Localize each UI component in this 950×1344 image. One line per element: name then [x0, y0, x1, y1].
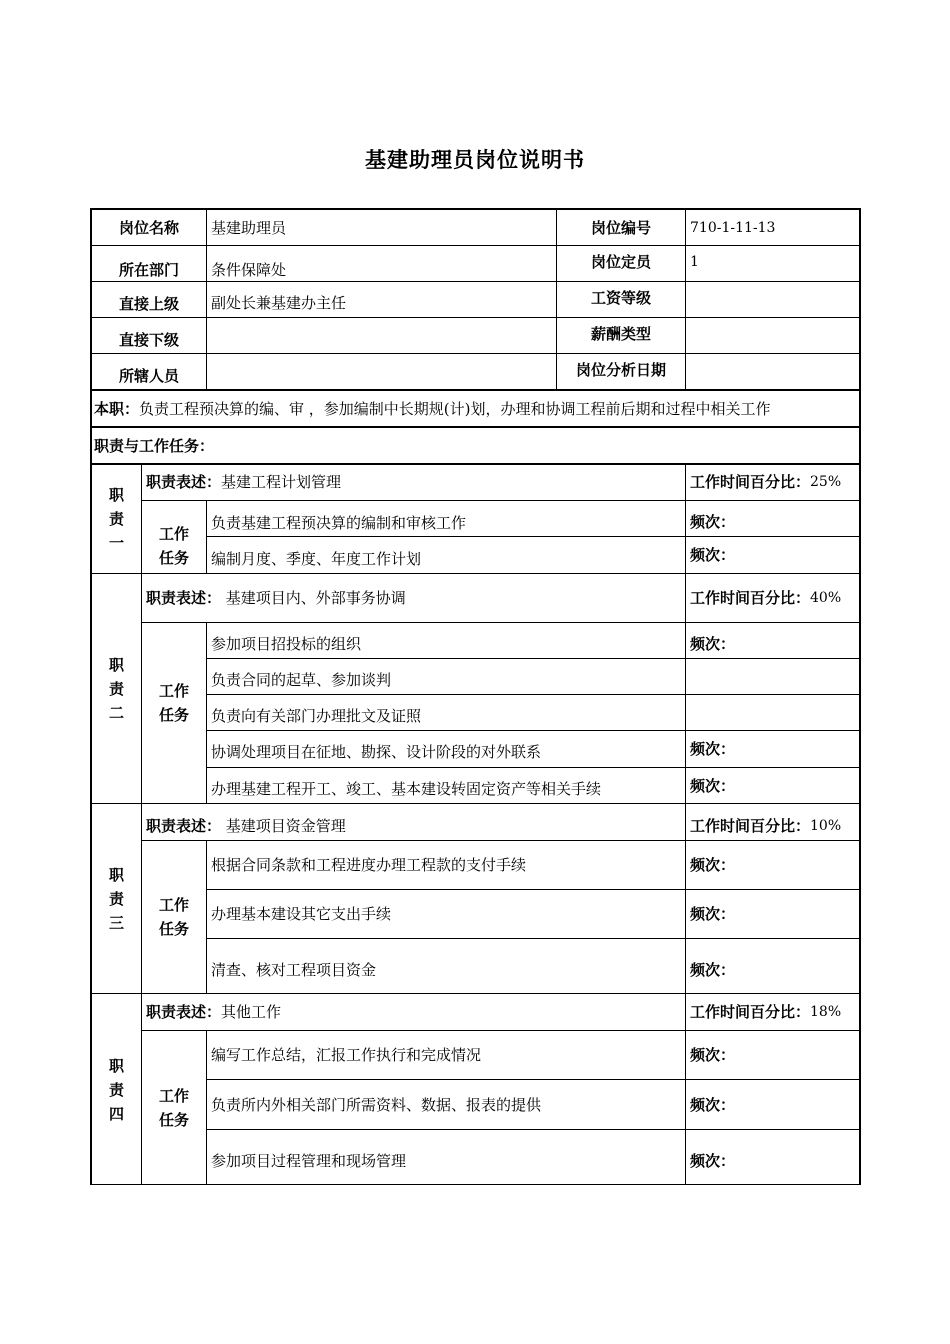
- duty-4-description: 职责表述： 其他工作: [146, 1003, 282, 1021]
- duty-2-task-1: 参加项目招投标的组织: [211, 634, 362, 653]
- value-salary-grade: [686, 282, 859, 317]
- duty-1-task-1-frequency: 频次：: [690, 512, 736, 531]
- duty-3-task-label: 工作 任务: [158, 896, 189, 938]
- value-analysis-date: [686, 354, 859, 389]
- document-title: 基建助理员岗位说明书: [365, 148, 585, 172]
- duty-2-task-label: 工作 任务: [158, 682, 189, 724]
- value-headcount: 1: [690, 253, 699, 270]
- duty-1-description: 职责表述： 基建工程计划管理: [146, 473, 342, 491]
- duty-3-number: 职 责 三: [108, 865, 124, 932]
- label-analysis-date: 岗位分析日期: [575, 360, 666, 379]
- duty-4-task-1: 编写工作总结，汇报工作执行和完成情况: [211, 1046, 482, 1064]
- duty-2-task-4-frequency: 频次：: [690, 740, 736, 758]
- duty-1-task-label: 工作 任务: [158, 525, 189, 567]
- label-salary-grade: 工资等级: [590, 288, 651, 307]
- duty-2-time-percent: 工作时间百分比： 40%: [690, 589, 842, 607]
- duty-4-task-1-frequency: 频次：: [690, 1046, 736, 1064]
- label-position-name: 岗位名称: [118, 218, 179, 237]
- duty-3-task-3: 清查、核对工程项目资金: [211, 961, 377, 979]
- label-department: 所在部门: [118, 260, 179, 279]
- duty-4-time-percent: 工作时间百分比： 18%: [690, 1003, 842, 1021]
- duty-2-task-2: 负责合同的起草、参加谈判: [211, 670, 392, 689]
- duty-1-time-percent: 工作时间百分比： 25%: [690, 473, 842, 491]
- value-pay-type: [686, 318, 859, 353]
- duty-1-task-1: 负责基建工程预决算的编制和审核工作: [211, 513, 467, 532]
- duty-4-task-label: 工作 任务: [158, 1087, 189, 1129]
- value-direct-superior: 副处长兼基建办主任: [211, 293, 347, 312]
- label-direct-superior: 直接上级: [118, 294, 179, 313]
- duty-3-task-1-frequency: 频次：: [690, 856, 736, 874]
- duty-4-task-3: 参加项目过程管理和现场管理: [211, 1151, 407, 1170]
- label-direct-subordinate: 直接下级: [118, 330, 179, 349]
- label-headcount: 岗位定员: [590, 252, 651, 271]
- duty-3-time-percent: 工作时间百分比： 10%: [690, 817, 842, 835]
- main-duty-text: 负责工程预决算的编、审 ，参加编制中长期规(计)划，办理和协调工程前后期和过程中相关工作: [139, 399, 771, 418]
- duty-1-number: 职 责 一: [108, 485, 124, 552]
- duties-header: 职责与工作任务：: [94, 436, 215, 455]
- duty-2-task-3-frequency: [686, 695, 859, 730]
- duty-3-task-1: 根据合同条款和工程进度办理工程款的支付手续: [211, 856, 527, 874]
- duty-3-task-2: 办理基本建设其它支出手续: [211, 905, 392, 923]
- main-duty-row: [92, 391, 859, 426]
- duty-1-task-2-frequency: 频次：: [690, 546, 736, 564]
- duty-4-task-2: 负责所内外相关部门所需资料、数据、报表的提供: [211, 1095, 542, 1114]
- duty-3-task-2-frequency: 频次：: [690, 905, 736, 923]
- duty-2-task-1-frequency: 频次：: [690, 634, 736, 653]
- main-duty-label: 本职：: [94, 399, 140, 418]
- duty-4-number: 职 责 四: [108, 1056, 124, 1123]
- value-position-code: 710-1-11-13: [690, 219, 776, 236]
- value-department: 条件保障处: [211, 260, 287, 279]
- duty-4-task-2-frequency: 频次：: [690, 1095, 736, 1114]
- duty-2-task-3: 负责向有关部门办理批文及证照: [211, 706, 422, 725]
- duty-3-description: 职责表述： 基建项目资金管理: [146, 817, 346, 835]
- duty-4-task-3-frequency: 频次：: [690, 1151, 736, 1170]
- value-position-name: 基建助理员: [211, 218, 287, 237]
- duty-3-task-3-frequency: 频次：: [690, 961, 736, 979]
- duty-2-task-4: 协调处理项目在征地、勘探、设计阶段的对外联系: [211, 743, 542, 761]
- duty-2-number: 职 责 二: [108, 655, 124, 722]
- label-pay-type: 薪酬类型: [590, 324, 651, 343]
- value-staff-managed: [207, 354, 556, 389]
- duty-2-task-5-frequency: 频次：: [690, 776, 736, 795]
- duty-1-task-2: 编制月度、季度、年度工作计划: [211, 550, 422, 568]
- label-position-code: 岗位编号: [590, 218, 651, 237]
- job-description-table: [90, 208, 861, 1185]
- label-staff-managed: 所辖人员: [118, 366, 179, 385]
- duty-2-description: 职责表述： 基建项目内、外部事务协调: [146, 589, 406, 607]
- duty-2-task-5: 办理基建工程开工、竣工、基本建设转固定资产等相关手续: [211, 779, 602, 798]
- duty-2-task-2-frequency: [686, 659, 859, 694]
- value-direct-subordinate: [207, 318, 556, 353]
